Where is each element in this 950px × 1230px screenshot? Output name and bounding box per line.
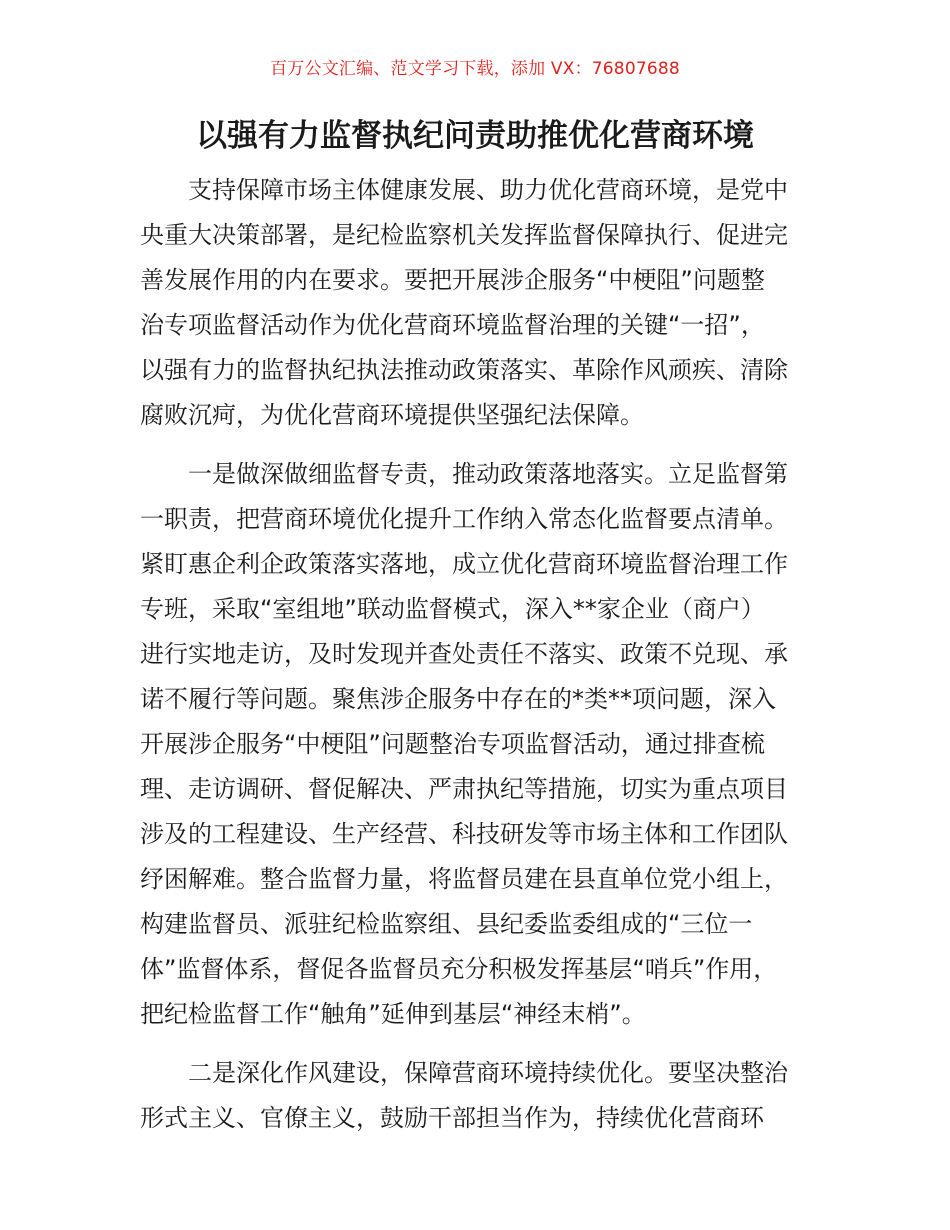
paragraph-line: 一是做深做细监督专责，推动政策落地落实。立足监督第	[188, 460, 788, 488]
paragraph-line: 涉及的工程建设、生产经营、科技研发等市场主体和工作团队	[140, 820, 788, 848]
paragraph-line: 纾困解难。整合监督力量，将监督员建在县直单位党小组上，	[140, 865, 788, 893]
paragraph-line: 构建监督员、派驻纪检监察组、县纪委监委组成的“三位一	[140, 910, 753, 938]
paragraph-line: 形式主义、官僚主义，鼓励干部担当作为，持续优化营商环	[140, 1104, 764, 1132]
paragraph-line: 诺不履行等问题。聚焦涉企服务中存在的*类**项问题，深入	[140, 685, 776, 713]
paragraph-line: 善发展作用的内在要求。要把开展涉企服务“中梗阻”问题整	[140, 266, 765, 294]
paragraph-line: 紧盯惠企利企政策落实落地，成立优化营商环境监督治理工作	[140, 550, 788, 578]
paragraph-line: 体”监督体系，督促各监督员充分积极发挥基层“哨兵”作用，	[140, 955, 778, 983]
paragraph-line: 二是深化作风建设，保障营商环境持续优化。要坚决整治	[188, 1059, 788, 1087]
paragraph-line: 治专项监督活动作为优化营商环境监督治理的关键“一招”，	[140, 311, 765, 339]
document-body	[140, 168, 820, 1155]
paragraph-line: 专班，采取“室组地”联动监督模式，深入**家企业（商户）	[140, 595, 765, 623]
paragraph-point-two	[140, 1051, 820, 1141]
paragraph-line: 支持保障市场主体健康发展、助力优化营商环境，是党中	[188, 176, 788, 204]
paragraph-line: 进行实地走访，及时发现并查处责任不落实、政策不兑现、承	[140, 640, 788, 668]
paragraph-line: 央重大决策部署，是纪检监察机关发挥监督保障执行、促进完	[140, 221, 788, 249]
paragraph-line: 把纪检监督工作“触角”延伸到基层“神经末梢”。	[140, 1000, 646, 1028]
paragraph-line: 一职责，把营商环境优化提升工作纳入常态化监督要点清单。	[140, 505, 788, 533]
paragraph-line: 腐败沉疴，为优化营商环境提供坚强纪法保障。	[140, 401, 644, 429]
paragraph-line: 理、走访调研、督促解决、严肃执纪等措施，切实为重点项目	[140, 775, 788, 803]
document-title: 以强有力监督执纪问责助推优化营商环境	[196, 118, 754, 154]
paragraph-line: 开展涉企服务“中梗阻”问题整治专项监督活动，通过排查梳	[140, 730, 765, 758]
paragraph-intro	[140, 168, 820, 438]
header-banner: 百万公文汇编、范文学习下载，添加 VX：76807688	[270, 59, 680, 79]
paragraph-line: 以强有力的监督执纪执法推动政策落实、革除作风顽疾、清除	[140, 356, 788, 384]
paragraph-point-one	[140, 452, 820, 1037]
